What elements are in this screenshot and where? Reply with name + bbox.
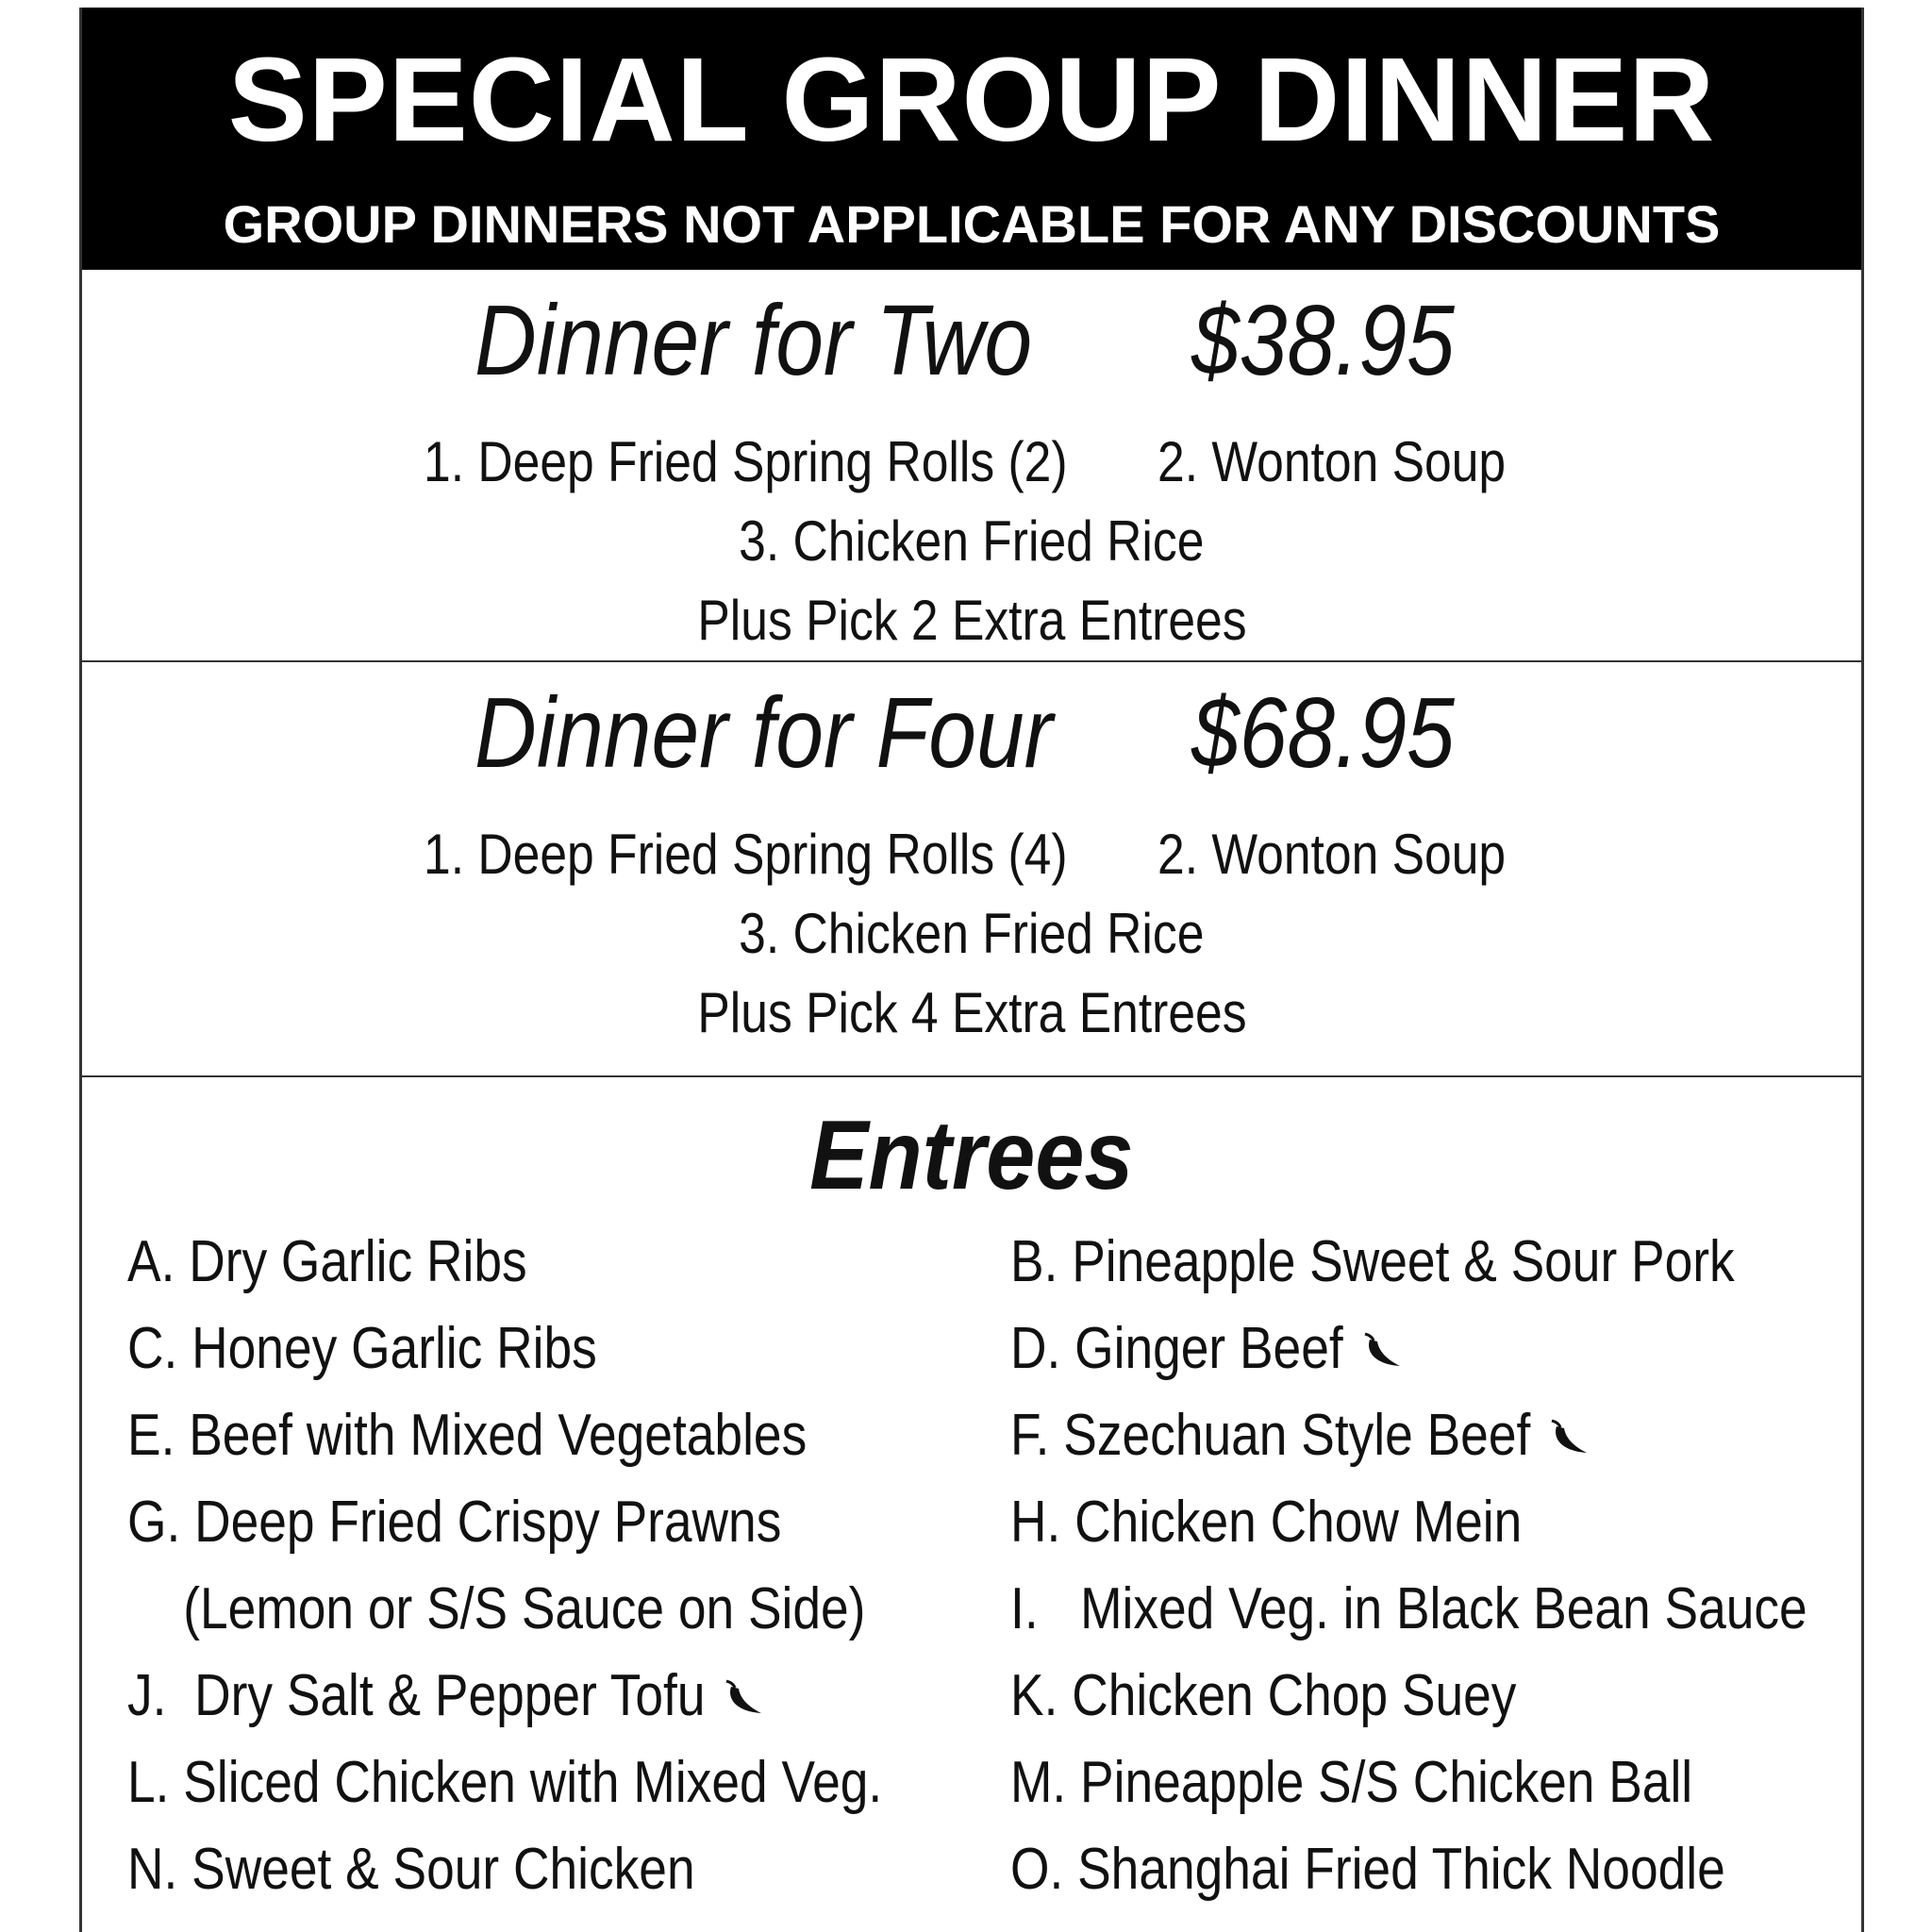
entree-item — [1010, 1653, 1932, 1740]
course-item: 1. Deep Fried Spring Rolls (4) — [424, 823, 1068, 886]
entree-label: M. Pineapple S/S Chicken Ball — [1010, 1750, 1693, 1815]
course-item: 3. Chicken Fried Rice — [739, 509, 1205, 573]
discount-notice: GROUP DINNERS NOT APPLICABLE FOR ANY DISCOUNTS — [223, 194, 1721, 254]
entree-label: L. Sliced Chicken with Mixed Veg. — [127, 1750, 883, 1815]
entree-item — [127, 1826, 1005, 1913]
course-item: 3. Chicken Fried Rice — [739, 902, 1205, 965]
entree-label: (Lemon or S/S Sauce on Side) — [127, 1576, 866, 1641]
dinner-name: Dinner for Four — [475, 677, 1054, 789]
chili-pepper-icon — [1547, 1419, 1591, 1457]
entrees-heading-text: Entrees — [809, 1101, 1134, 1210]
entree-label: C. Honey Garlic Ribs — [127, 1316, 597, 1381]
entree-item — [127, 1392, 1005, 1479]
entree-label: E. Beef with Mixed Vegetables — [127, 1403, 808, 1468]
entree-label: A. Dry Garlic Ribs — [127, 1229, 527, 1294]
entree-item — [1010, 1392, 1932, 1479]
entree-label: J. Dry Salt & Pepper Tofu — [127, 1663, 706, 1728]
entree-item — [127, 1306, 1005, 1392]
course-line — [82, 896, 1861, 972]
course-line — [82, 504, 1861, 579]
entree-label: K. Chicken Chop Suey — [1010, 1663, 1517, 1728]
entree-item — [127, 1566, 1005, 1653]
entree-label: H. Chicken Chow Mein — [1010, 1490, 1523, 1555]
entree-label: B. Pineapple Sweet & Sour Pork — [1010, 1229, 1735, 1294]
course-item: 1. Deep Fried Spring Rolls (2) — [424, 430, 1068, 493]
entree-item — [127, 1219, 1005, 1306]
extra-entrees-text: Plus Pick 4 Extra Entrees — [696, 981, 1247, 1044]
extra-entrees-note — [82, 583, 1861, 658]
dinner-for-two-section — [82, 270, 1861, 662]
chili-pepper-icon — [722, 1679, 765, 1717]
dinner-heading — [82, 285, 1861, 396]
entree-label: F. Szechuan Style Beef — [1010, 1403, 1531, 1468]
entree-item — [1010, 1826, 1932, 1913]
entrees-left-column — [127, 1219, 1005, 1913]
course-item: 2. Wonton Soup — [1158, 823, 1507, 886]
entree-item — [1010, 1566, 1932, 1653]
extra-entrees-note — [82, 975, 1861, 1051]
entrees-heading — [82, 1101, 1861, 1210]
entree-item — [127, 1479, 1005, 1566]
entree-item — [1010, 1740, 1932, 1826]
dinner-heading — [82, 677, 1861, 789]
entree-label: I. Mixed Veg. in Black Bean Sauce — [1010, 1576, 1807, 1641]
group-dinner-menu — [79, 8, 1864, 1932]
entrees-right-column — [1010, 1219, 1932, 1913]
dinner-price: $38.95 — [1191, 285, 1455, 396]
entree-item — [1010, 1306, 1932, 1392]
header-banner — [82, 8, 1861, 270]
entree-label: N. Sweet & Sour Chicken — [127, 1837, 695, 1902]
entree-label: D. Ginger Beef — [1010, 1316, 1343, 1381]
menu-title: SPECIAL GROUP DINNER — [227, 33, 1716, 166]
dinner-name: Dinner for Two — [475, 285, 1033, 396]
entree-label: G. Deep Fried Crispy Prawns — [127, 1490, 782, 1555]
chili-pepper-icon — [1360, 1332, 1404, 1370]
course-item: 2. Wonton Soup — [1158, 430, 1507, 493]
entrees-section — [82, 1077, 1861, 1932]
dinner-for-four-section — [82, 662, 1861, 1077]
extra-entrees-text: Plus Pick 2 Extra Entrees — [696, 589, 1247, 652]
entree-item — [127, 1653, 1005, 1740]
entree-item — [127, 1740, 1005, 1826]
entree-label: O. Shanghai Fried Thick Noodle — [1010, 1837, 1725, 1902]
entree-item — [1010, 1479, 1932, 1566]
dinner-price: $68.95 — [1191, 677, 1455, 789]
entree-item — [1010, 1219, 1932, 1306]
